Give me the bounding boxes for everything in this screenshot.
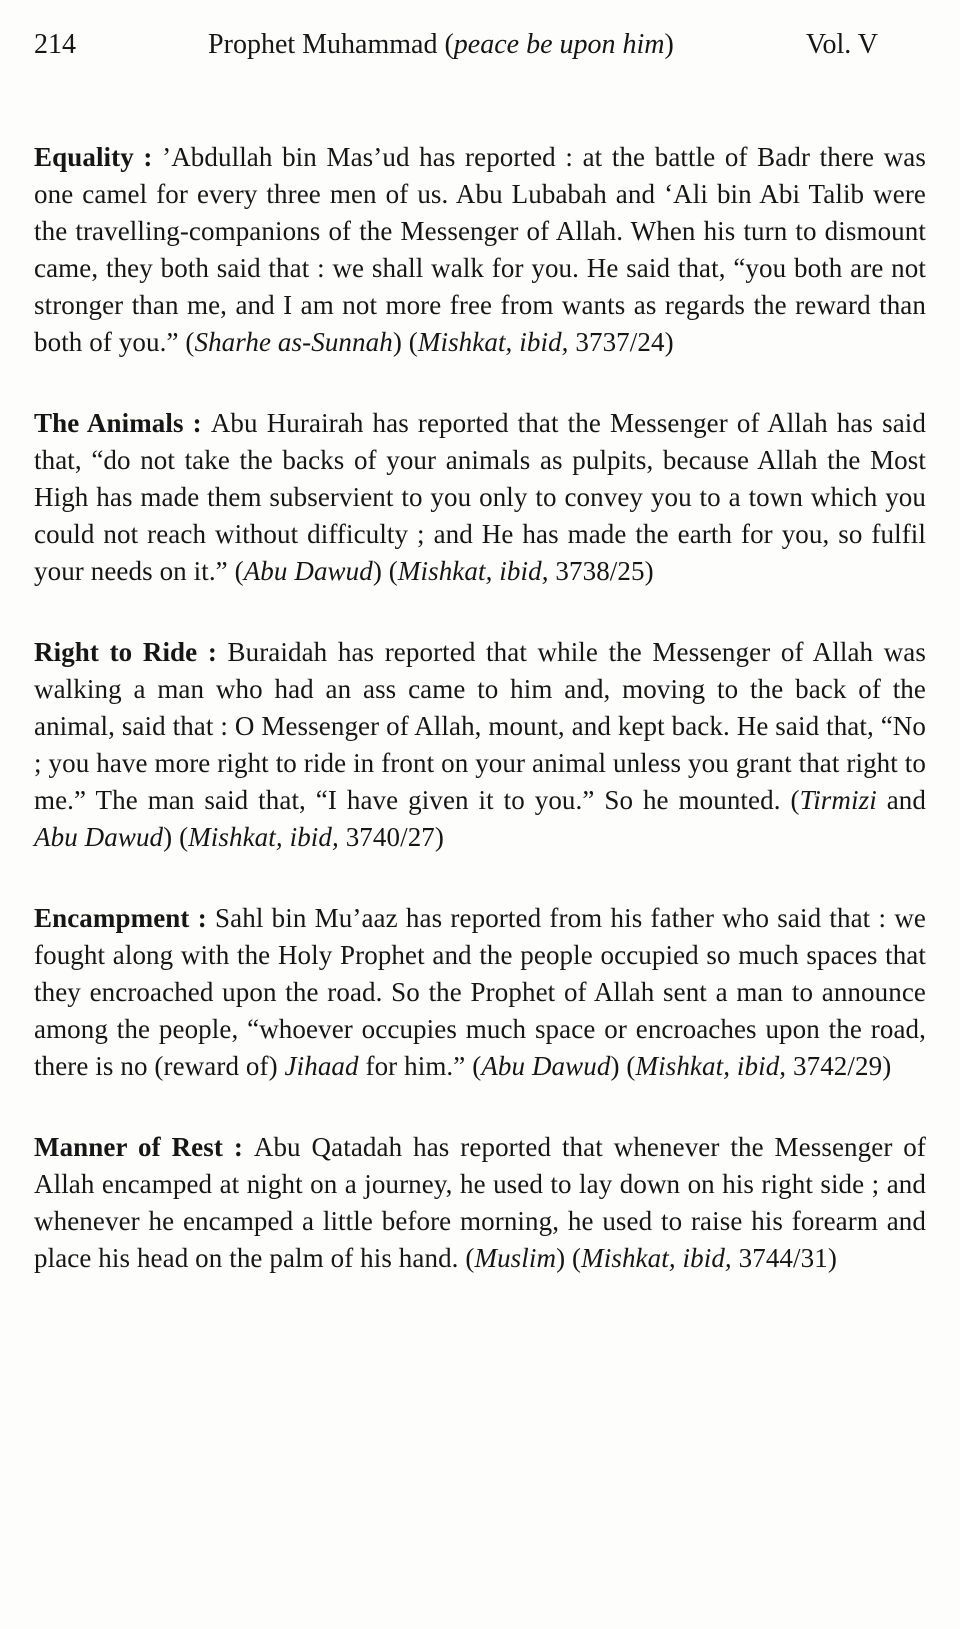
paragraph-heading: Right to Ride :: [34, 637, 228, 667]
paragraph-heading: Encampment :: [34, 903, 216, 933]
text-segment-italic: Mishkat, ibid,: [581, 1243, 732, 1273]
text-segment-italic: Mishkat, ibid,: [417, 327, 569, 357]
paragraph-right-to-ride: [34, 634, 926, 856]
text-segment-normal: 3744/31): [731, 1243, 837, 1273]
text-segment-normal: Abu Qatadah has reported that whenever the Messenger of Allah encamped at night on a journey, he used to lay down on his right side ; and whenever he encamped a little before morning, he used to raise his forearm and place his head on the palm of his hand. (: [34, 1132, 926, 1273]
paragraph-heading: The Animals :: [34, 408, 211, 438]
text-segment-italic: Sharhe as-Sunnah: [194, 327, 393, 357]
text-segment-normal: 3742/29): [786, 1051, 892, 1081]
text-segment-italic: Muslim: [474, 1243, 557, 1273]
text-segment-normal: ) (: [392, 327, 418, 357]
text-segment-normal: Buraidah has reported that while the Messenger of Allah was walking a man who had an ass came to him and, moving to the back of the animal, said that : O Messenger of Allah, mount, and kept back. He said that, “No ; you have more right to ride in front on your animal unless you grant that right to me.” The man said that, “I have given it to you.” So he mounted. (: [34, 637, 926, 815]
text-segment-normal: ’Abdullah bin Mas’ud has reported : at the battle of Badr there was one camel for every three men of us. Abu Lubabah and ‘Ali bin Abi Talib were the travelling-companions of the Messenger of Allah. When his turn to dismount came, they both said that : we shall walk for you. He said that, “you both are not stronger than me, and I am not more free from wants as regards the reward than both of you.” (: [34, 142, 926, 357]
text-segment-italic: Mishkat, ibid,: [635, 1051, 787, 1081]
text-segment-italic: Abu Dawud: [243, 556, 373, 586]
paragraph-heading: Manner of Rest :: [34, 1132, 254, 1162]
paragraph-encampment: [34, 900, 926, 1085]
page-body: [34, 139, 926, 1277]
paragraph-heading: Equality :: [34, 142, 163, 172]
text-segment-normal: 3740/27): [338, 822, 444, 852]
paragraph-manner-of-rest: [34, 1129, 926, 1277]
running-title-prefix: Prophet Muhammad (: [208, 29, 454, 60]
text-segment-italic: Abu Dawud: [34, 822, 164, 852]
text-segment-normal: and: [876, 785, 926, 815]
text-segment-italic: Abu Dawud: [481, 1051, 611, 1081]
text-segment-italic: Tirmizi: [799, 785, 877, 815]
page-number: 214: [34, 29, 76, 60]
text-segment-normal: Sahl bin Mu’aaz has reported from his father who said that : we fought along with the Holy Prophet and the people occupied so much spaces that they encroached upon the road. So the Prophet of Allah sent a man to announce among the people, “whoever occupies much space or encroaches upon the road, there is no (reward of): [34, 903, 926, 1081]
text-segment-normal: 3737/24): [568, 327, 674, 357]
running-title-italic: peace be upon him: [453, 29, 665, 60]
paragraph-equality: [34, 139, 926, 361]
text-segment-italic: Mishkat, ibid,: [397, 556, 549, 586]
text-segment-italic: Mishkat, ibid,: [188, 822, 339, 852]
text-segment-italic: Jihaad: [284, 1051, 359, 1081]
paragraph-the-animals: [34, 405, 926, 590]
text-segment-normal: ) (: [610, 1051, 636, 1081]
text-segment-normal: Abu Hurairah has reported that the Messenger of Allah has said that, “do not take the backs of your animals as pulpits, because Allah the Most High has made them subservient to you only to convey you to a town which you could not reach without difficulty ; and He has made the earth for you, so fulfil your needs on it.” (: [34, 408, 926, 586]
text-segment-normal: ) (: [556, 1243, 582, 1273]
volume-label: Vol. V: [805, 29, 878, 60]
text-segment-normal: for him.” (: [358, 1051, 482, 1081]
running-title-suffix: ): [664, 29, 674, 60]
text-segment-normal: ) (: [163, 822, 189, 852]
text-segment-normal: ) (: [372, 556, 398, 586]
running-title: [208, 26, 674, 63]
text-segment-normal: 3738/25): [548, 556, 654, 586]
page-header: [34, 26, 926, 63]
